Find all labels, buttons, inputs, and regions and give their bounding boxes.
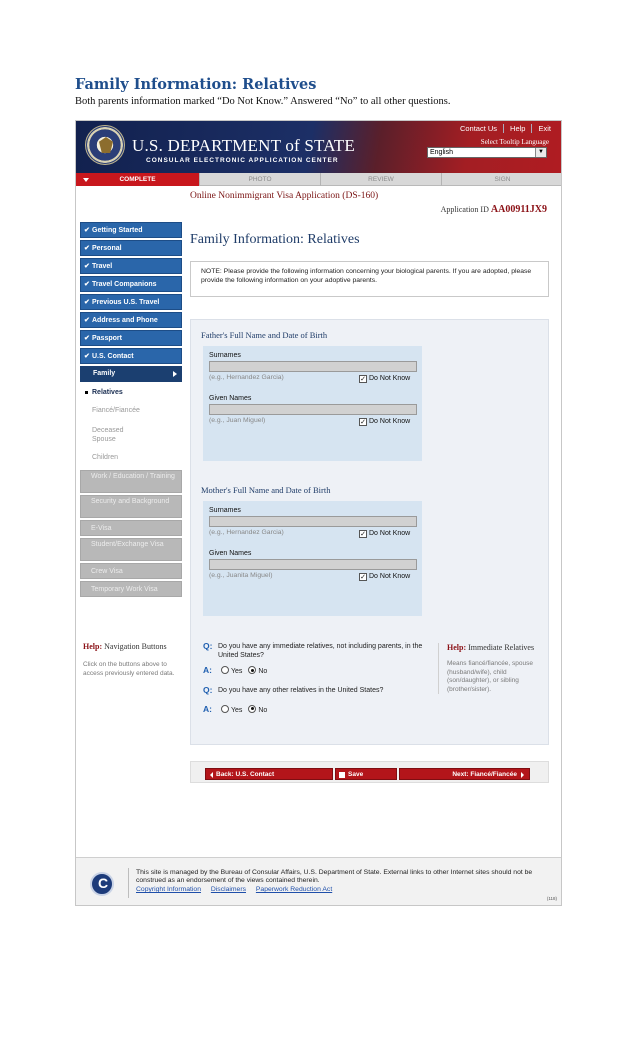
sidebar-item-personal[interactable]: ✔ Personal (80, 240, 182, 256)
radio-unselected-icon[interactable] (221, 705, 229, 713)
help-immediate-title: Help: Immediate Relatives (447, 643, 535, 652)
checkmark-icon: ✔ (84, 335, 90, 342)
checkmark-icon: ✔ (84, 281, 90, 288)
father-surnames-label: Surnames (209, 352, 241, 359)
step-review: REVIEW (320, 173, 441, 186)
ceac-subtitle: CONSULAR ELECTRONIC APPLICATION CENTER (146, 157, 339, 164)
mother-name-box (203, 501, 422, 616)
sidebar-item-travel-companions[interactable]: ✔ Travel Companions (80, 276, 182, 292)
arrow-right-icon (173, 371, 177, 377)
father-given-names-hint: (e.g., Juan Miguel) (209, 417, 266, 424)
help-navigation-buttons (83, 642, 179, 678)
sidebar-item-security-background: Security and Background (80, 495, 182, 518)
help-nav-title: Help: Navigation Buttons (83, 642, 167, 651)
application-id: Application ID AA00911JX9 (440, 204, 547, 215)
radio-selected-icon[interactable] (248, 666, 256, 674)
help-link[interactable]: Help (503, 124, 531, 133)
step-photo: PHOTO (199, 173, 320, 186)
header-links (454, 124, 557, 133)
footer-divider (128, 868, 129, 898)
sidebar-subitem-children[interactable]: Children (92, 454, 119, 461)
navigation-buttons-bar (190, 761, 549, 783)
footer-version: (118) (546, 896, 557, 901)
site-footer (76, 857, 562, 906)
language-select[interactable] (427, 147, 547, 158)
parents-note: NOTE: Please provide the following information concerning your biological parents. If you are adopted, please provide the following information on your adoptive parents. (190, 261, 549, 297)
department-title: U.S. DEPARTMENT of STATE (132, 136, 355, 155)
other-relatives-yes-option[interactable]: Yes (221, 707, 242, 714)
checkmark-icon: ✔ (84, 227, 90, 234)
mother-surnames-hint: (e.g., Hernandez Garcia) (209, 529, 284, 536)
save-disk-icon (339, 772, 345, 778)
answer-marker: A: (203, 665, 212, 675)
checkmark-icon: ✔ (84, 263, 90, 270)
help-immediate-relatives (438, 643, 546, 694)
sidebar-item-student-exchange: Student/Exchange Visa (80, 538, 182, 561)
father-given-names-label: Given Names (209, 395, 252, 402)
radio-unselected-icon[interactable] (221, 666, 229, 674)
question-marker: Q: (203, 641, 213, 651)
copyright-link[interactable]: Copyright Information (136, 886, 201, 893)
father-given-names-input[interactable] (209, 404, 417, 415)
checkbox-checked-icon[interactable]: ✓ (360, 574, 366, 581)
mother-section-title: Mother's Full Name and Date of Birth (201, 485, 331, 495)
father-surnames-input[interactable] (209, 361, 417, 372)
page-title: Family Information: Relatives (190, 232, 360, 247)
sidebar-nav (80, 222, 182, 599)
disclaimers-link[interactable]: Disclaimers (210, 886, 246, 893)
mother-given-names-label: Given Names (209, 550, 252, 557)
form-name: Online Nonimmigrant Visa Application (DS-160) (190, 191, 379, 201)
chevron-down-icon[interactable]: ▼ (535, 148, 546, 157)
sidebar-item-previous-us-travel[interactable]: ✔ Previous U.S. Travel (80, 294, 182, 310)
contact-us-link[interactable]: Contact Us (459, 124, 498, 133)
question-marker: Q: (203, 685, 213, 695)
checkbox-checked-icon[interactable]: ✓ (360, 419, 366, 426)
step-complete: COMPLETE (76, 173, 199, 186)
site-header (76, 121, 562, 173)
sidebar-subitem-deceased-spouse[interactable]: Deceased Spouse (92, 427, 124, 443)
mother-surnames-label: Surnames (209, 507, 241, 514)
father-name-box (203, 346, 422, 461)
help-nav-body: Click on the buttons above to access previously entered data. (83, 661, 175, 677)
back-button[interactable]: Back: U.S. Contact (205, 768, 333, 780)
checkmark-icon: ✔ (84, 317, 90, 324)
question-other-relatives (203, 687, 423, 716)
sidebar-item-temporary-work: Temporary Work Visa (80, 581, 182, 597)
other-relatives-no-option[interactable]: No (248, 707, 267, 714)
step-sign: SIGN (441, 173, 562, 186)
next-button[interactable]: Next: Fiancé/Fiancée (399, 768, 530, 780)
immediate-relatives-no-option[interactable]: No (248, 668, 267, 675)
immediate-relatives-yes-option[interactable]: Yes (221, 668, 242, 675)
ds160-screenshot (75, 120, 562, 906)
mother-given-names-do-not-know[interactable]: ✓ Do Not Know (360, 573, 411, 581)
checkmark-icon: ✔ (84, 353, 90, 360)
sidebar-item-family[interactable]: Family (80, 366, 182, 382)
sidebar-item-e-visa: E-Visa (80, 520, 182, 536)
tooltip-language-label: Select Tooltip Language (480, 138, 549, 146)
exit-link[interactable]: Exit (531, 124, 557, 133)
document-caption: Both parents information marked “Do Not Know.” Answered “No” to all other questions. (75, 96, 451, 107)
save-button[interactable]: Save (335, 768, 397, 780)
sidebar-subitem-relatives[interactable]: Relatives (80, 389, 182, 403)
consular-affairs-logo-icon (90, 872, 114, 896)
state-department-seal-icon (85, 125, 125, 165)
question-immediate-relatives (203, 643, 423, 677)
sidebar-item-passport[interactable]: ✔ Passport (80, 330, 182, 346)
bullet-icon (85, 391, 88, 394)
caret-down-icon (83, 178, 89, 182)
father-given-names-do-not-know[interactable]: ✓ Do Not Know (360, 418, 411, 426)
checkbox-checked-icon[interactable]: ✓ (360, 531, 366, 538)
family-form-panel (190, 319, 549, 745)
progress-bar (76, 173, 562, 186)
question-text: Do you have any other relatives in the United States? (218, 687, 384, 694)
checkmark-icon: ✔ (84, 245, 90, 252)
father-surnames-do-not-know[interactable]: ✓ Do Not Know (360, 375, 411, 383)
footer-links (136, 886, 340, 893)
sidebar-item-travel[interactable]: ✔ Travel (80, 258, 182, 274)
mother-surnames-input[interactable] (209, 516, 417, 527)
radio-selected-icon[interactable] (248, 705, 256, 713)
footer-text: This site is managed by the Bureau of Consular Affairs, U.S. Department of State. External links to other Internet sites should not be construed as an endorsement of the views contained therein. (136, 869, 533, 884)
document-title: Family Information: Relatives (75, 76, 317, 93)
language-select-value: English (430, 149, 453, 156)
sidebar-item-work-education: Work / Education / Training (80, 470, 182, 493)
mother-given-names-input[interactable] (209, 559, 417, 570)
question-text: Do you have any immediate relatives, not including parents, in the United States? (218, 643, 423, 659)
sidebar-item-address-phone[interactable]: ✔ Address and Phone (80, 312, 182, 328)
sidebar-item-us-contact[interactable]: ✔ U.S. Contact (80, 348, 182, 364)
checkbox-checked-icon[interactable]: ✓ (360, 376, 366, 383)
father-section-title: Father's Full Name and Date of Birth (201, 330, 328, 340)
chevron-right-icon (521, 772, 524, 778)
father-surnames-hint: (e.g., Hernandez Garcia) (209, 374, 284, 381)
sidebar-subitem-fiance[interactable]: Fiancé/Fiancée (92, 407, 140, 414)
sidebar-item-crew-visa: Crew Visa (80, 563, 182, 579)
paperwork-reduction-link[interactable]: Paperwork Reduction Act (255, 886, 333, 893)
answer-marker: A: (203, 703, 212, 714)
chevron-left-icon (210, 772, 213, 778)
help-immediate-body: Means fiancé/fiancée, spouse (husband/wife), child (son/daughter), or sibling (brother/sister). (447, 660, 533, 693)
mother-surnames-do-not-know[interactable]: ✓ Do Not Know (360, 530, 411, 538)
mother-given-names-hint: (e.g., Juanita Miguel) (209, 572, 273, 579)
checkmark-icon: ✔ (84, 299, 90, 306)
sidebar-item-getting-started[interactable]: ✔ Getting Started (80, 222, 182, 238)
